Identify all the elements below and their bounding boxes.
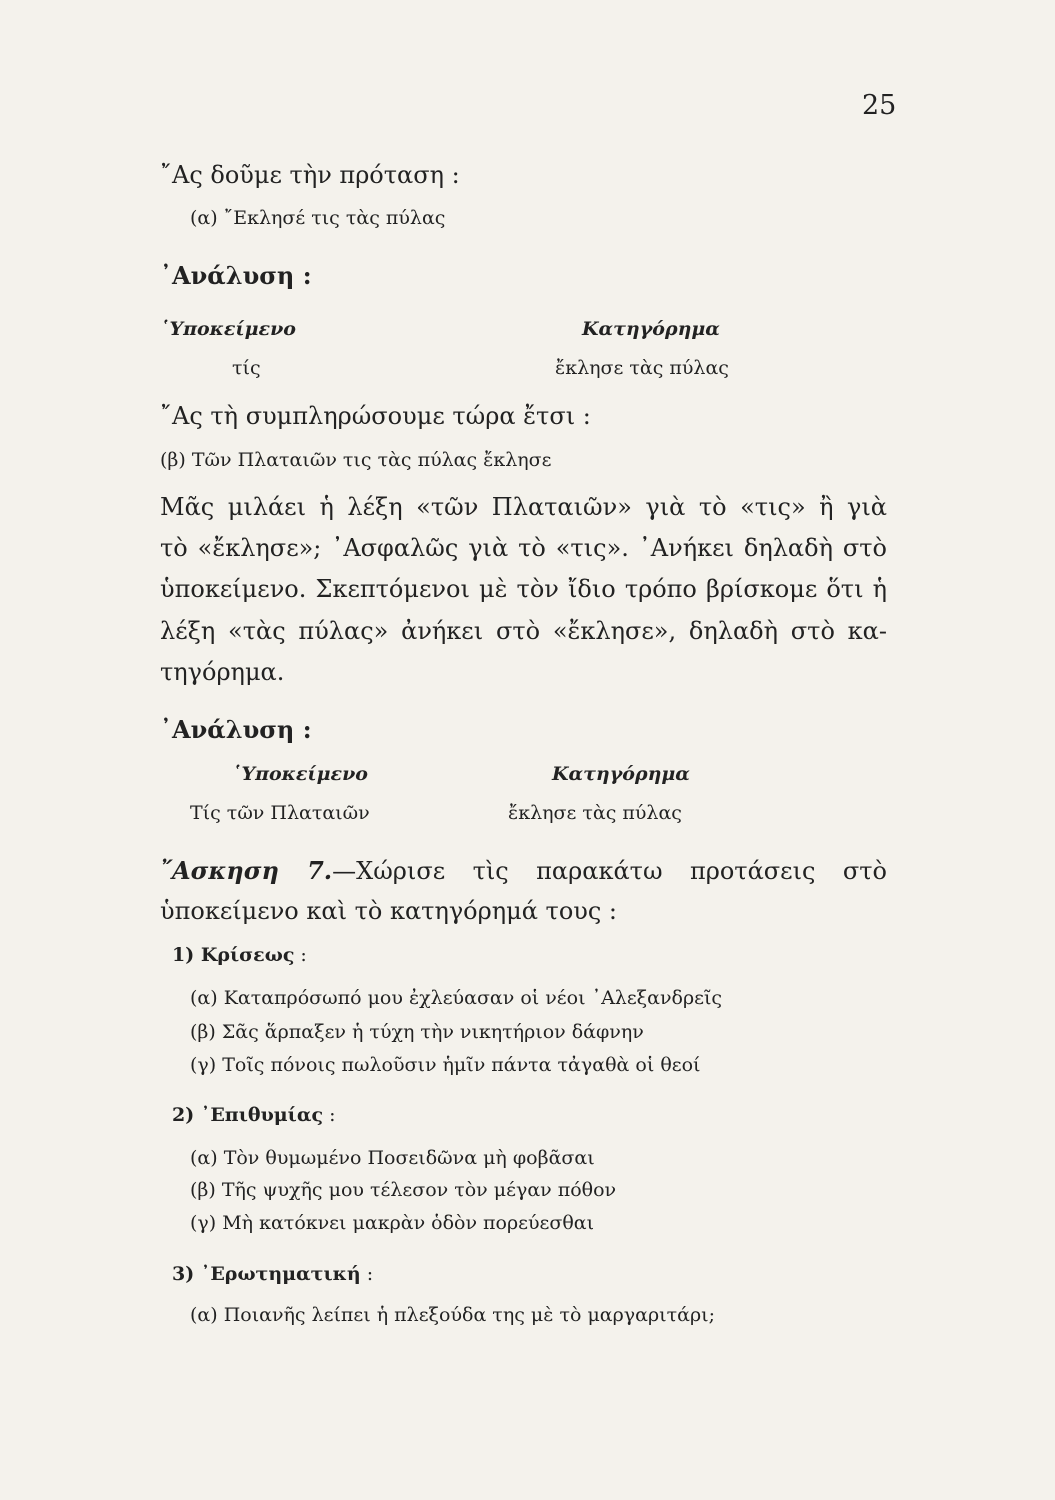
section-heading-label: 1) Κρίσεως (172, 944, 295, 966)
section-heading-label: 3) ᾿Ερωτηματική (172, 1263, 361, 1285)
paragraph-line: Μᾶς μιλάει ἡ λέξη «τῶν Πλαταιῶν» γιὰ τὸ «τις» ἢ γιὰ (160, 493, 887, 521)
section-heading: 3) ᾿Ερωτηματική : (172, 1263, 374, 1285)
analysis-label: ᾿Ανάλυση : (160, 715, 312, 744)
paragraph-line: τὸ «ἔκλησε»; ᾿Ασφαλῶς γιὰ τὸ «τις». ᾿Ανήκει δηλαδὴ στὸ (160, 534, 887, 562)
section-heading: 1) Κρίσεως : (172, 944, 307, 966)
exercise-instruction: —Χώρισε τὶς παρακάτω προτάσεις στὸ (332, 857, 887, 885)
predicate-header: Κατηγόρημα (552, 763, 690, 785)
exercise-item: (γ) Μὴ κατόκνει μακρὰν ὁδὸν πορεύεσθαι (190, 1212, 595, 1234)
section-heading: 2) ᾿Επιθυμίας : (172, 1104, 336, 1126)
exercise-item: (α) Ποιανῆς λείπει ἡ πλεξούδα της μὲ τὸ μαργαριτάρι; (190, 1304, 715, 1326)
paragraph-line: λέξη «τὰς πύλας» ἀνήκει στὸ «ἔκλησε», δηλαδὴ στὸ κα- (160, 617, 887, 645)
predicate-header: Κατηγόρημα (582, 318, 720, 340)
exercise-item: (α) Τὸν θυμωμένο Ποσειδῶνα μὴ φοβᾶσαι (190, 1147, 595, 1169)
subject-value: τίς (232, 357, 261, 379)
paragraph-line: τηγόρημα. (160, 658, 285, 686)
page-number: 25 (862, 90, 897, 121)
exercise-line (160, 856, 887, 885)
predicate-value: ἔκλησε τὰς πύλας (508, 802, 682, 824)
subject-value: Τίς τῶν Πλαταιῶν (190, 802, 370, 824)
section-heading-label: 2) ᾿Επιθυμίας (172, 1104, 324, 1126)
exercise-item: (β) Σᾶς ἅρπαξεν ἡ τύχη τὴν νικητήριον δάφνην (190, 1021, 644, 1043)
exercise-instruction-cont: ὑποκείμενο καὶ τὸ κατηγόρημά τους : (160, 897, 618, 925)
exercise-item: (α) Καταπρόσωπό μου ἐχλεύασαν οἱ νέοι ᾿Αλεξανδρεῖς (190, 987, 723, 1009)
intro-sentence: ῎Ας δοῦμε τὴν πρόταση : (160, 161, 460, 189)
example-a: (α) ῎Εκλησέ τις τὰς πύλας (190, 207, 446, 229)
analysis-label: ᾿Ανάλυση : (160, 261, 312, 290)
exercise-item: (β) Τῆς ψυχῆς μου τέλεσον τὸν μέγαν πόθον (190, 1179, 617, 1201)
predicate-value: ἔκλησε τὰς πύλας (555, 357, 729, 379)
example-b: (β) Τῶν Πλαταιῶν τις τὰς πύλας ἔκλησε (160, 449, 552, 471)
subject-header: ῾Υποκείμενο (232, 763, 368, 785)
subject-header: ῾Υποκείμενο (160, 318, 296, 340)
exercise-item: (γ) Τοῖς πόνοις πωλοῦσιν ἡμῖν πάντα τἀγαθὰ οἱ θεοί (190, 1054, 701, 1076)
paragraph-line: ὑποκείμενο. Σκεπτόμενοι μὲ τὸν ἴδιο τρόπο βρίσκομε ὅτι ἡ (160, 575, 887, 603)
exercise-title: ῎Ασκηση 7. (160, 856, 333, 885)
completion-sentence: ῎Ας τὴ συμπληρώσουμε τώρα ἔτσι : (160, 402, 591, 430)
